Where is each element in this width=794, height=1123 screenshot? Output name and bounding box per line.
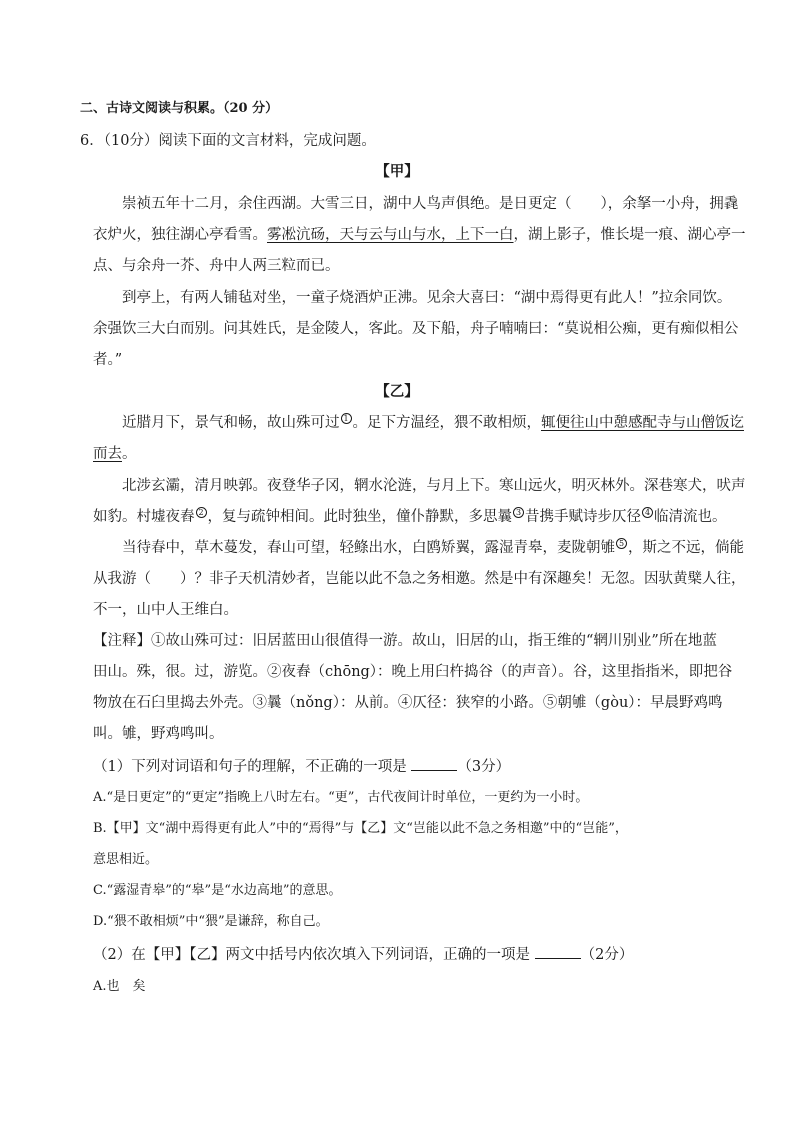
- jia-p1-line2: [93, 225, 746, 245]
- yi-p3-line1-b: ，斯之不远，倘能: [628, 540, 744, 556]
- jia-p1-line3: 点、与余舟一芥、舟中人两三粒而已。: [93, 258, 340, 274]
- yi-p3-line3: 不一，山中人王维白。: [93, 602, 238, 618]
- yi-p2-line2-b: ，复与疏钟相间。此时独坐，僮仆静默，多思曩: [207, 509, 512, 525]
- question-1-option-b-line1: B.【甲】文“湖中焉得更有此人”中的“焉得”与【乙】文“岂能以此不急之务相邀”中的“岂能”，: [93, 821, 628, 836]
- answer-blank-2[interactable]: [535, 944, 581, 959]
- heading-jia: 【甲】: [375, 163, 419, 180]
- question-2-stem: [93, 944, 633, 965]
- question-1-text: （1）下列对词语和句子的理解，不正确的一项是: [93, 759, 412, 775]
- question-2-score: （2分）: [580, 947, 634, 963]
- yi-p2-line2-d: 临清流也。: [654, 509, 727, 525]
- note-marker-3: 3: [513, 507, 524, 518]
- question-1-option-c: C.“露湿青皋”的“皋”是“水边高地”的意思。: [93, 883, 342, 898]
- jia-p2-line2: 余强饮三大白而别。问其姓氏，是金陵人，客此。及下船，舟子喃喃曰：“莫说相公痴，更有痴似相公: [93, 321, 739, 337]
- note-marker-2: 2: [196, 507, 207, 518]
- yi-p1-line2-b: 。: [122, 446, 137, 462]
- yi-p1-line2: [93, 444, 137, 464]
- underlined-sentence-yi-end: 而去: [93, 446, 122, 462]
- yi-p2-line1: 北涉玄灞，清月映郭。夜登华子冈，辋水沦涟，与月上下。寒山远火，明灭林外。深巷寒犬，吠声: [122, 478, 746, 494]
- yi-p2-line2: [93, 507, 727, 527]
- yi-p1-line1: [122, 413, 744, 433]
- notes-line1: 【注释】①故山殊可过：旧居蓝田山很值得一游。故山，旧居的山，指王维的“辋川别业”所在地蓝: [93, 633, 717, 649]
- jia-p1-line2-a: 衣炉火，独往湖心亭看雪。: [93, 227, 267, 243]
- note-marker-5: 5: [616, 538, 627, 549]
- note-marker-4: 4: [642, 507, 653, 518]
- yi-p3-line2: 从我游（ ）？非子天机清妙者，岂能以此不急之务相邀。然是中有深趣矣！无忽。因驮黄檗人往，: [93, 571, 746, 587]
- question-2-option-a: A.也 矣: [93, 979, 146, 994]
- underlined-sentence-yi: 辄便往山中憩感配寺与山僧饭讫: [541, 415, 744, 431]
- question-1-stem: [93, 756, 510, 777]
- yi-p2-line2-a: 如豹。村墟夜舂: [93, 509, 195, 525]
- notes-line3: 物放在石臼里捣去外壳。③曩（nǒng）：从前。④仄径：狭窄的小路。⑤朝雊（gòu）：早晨野鸡鸣: [93, 695, 723, 711]
- notes-line4: 叫。雊，野鸡鸣叫。: [93, 726, 224, 742]
- question-1-option-a: A.“是日更定”的“更定”指晚上八时左右。“更”，古代夜间计时单位，一更约为一小时。: [93, 790, 589, 805]
- question-1-option-b-line2: 意思相近。: [93, 852, 159, 867]
- underlined-sentence-jia: 雾凇沆砀，天与云与山与水，上下一白: [267, 227, 514, 243]
- yi-p1-line1-b: 。足下方温经，猥不敢相烦，: [352, 415, 541, 431]
- question-1-score: （3分）: [457, 759, 511, 775]
- yi-p3-line1: [122, 538, 744, 558]
- yi-p2-line2-c: 昔携手赋诗步仄径: [525, 509, 641, 525]
- answer-blank-1[interactable]: [411, 756, 457, 771]
- note-marker-1: 1: [341, 413, 352, 424]
- yi-p1-line1-a: 近腊月下，景气和畅，故山殊可过: [122, 415, 340, 431]
- jia-p2-line3: 者。”: [93, 352, 123, 368]
- jia-p1-line1: 崇祯五年十二月，余住西湖。大雪三日，湖中人鸟声俱绝。是日更定（ ），余拏一小舟，拥毳: [122, 196, 739, 212]
- section-title: 二、古诗文阅读与积累。（20 分）: [80, 101, 279, 116]
- jia-p1-line2-b: ，湖上影子，惟长堤一痕、湖心亭一: [513, 227, 746, 243]
- yi-p3-line1-a: 当待春中，草木蔓发，春山可望，轻鲦出水，白鸥矫翼，露湿青皋，麦陇朝雊: [122, 540, 615, 556]
- question-2-text: （2）在【甲】【乙】两文中括号内依次填入下列词语，正确的一项是: [93, 947, 535, 963]
- jia-p2-line1: 到亭上，有两人铺毡对坐，一童子烧酒炉正沸。见余大喜曰：“湖中焉得更有此人！”拉余同饮。: [122, 290, 732, 306]
- question-intro: 6．（10分）阅读下面的文言材料，完成问题。: [80, 133, 376, 149]
- notes-line2: 田山。殊，很。过，游览。②夜舂（chōng）：晚上用臼杵捣谷（的声音）。谷，这里指指米，即把谷: [93, 664, 733, 680]
- question-1-option-d: D.“猥不敢相烦”中“猥”是谦辞，称自己。: [93, 914, 329, 929]
- heading-yi: 【乙】: [375, 383, 419, 400]
